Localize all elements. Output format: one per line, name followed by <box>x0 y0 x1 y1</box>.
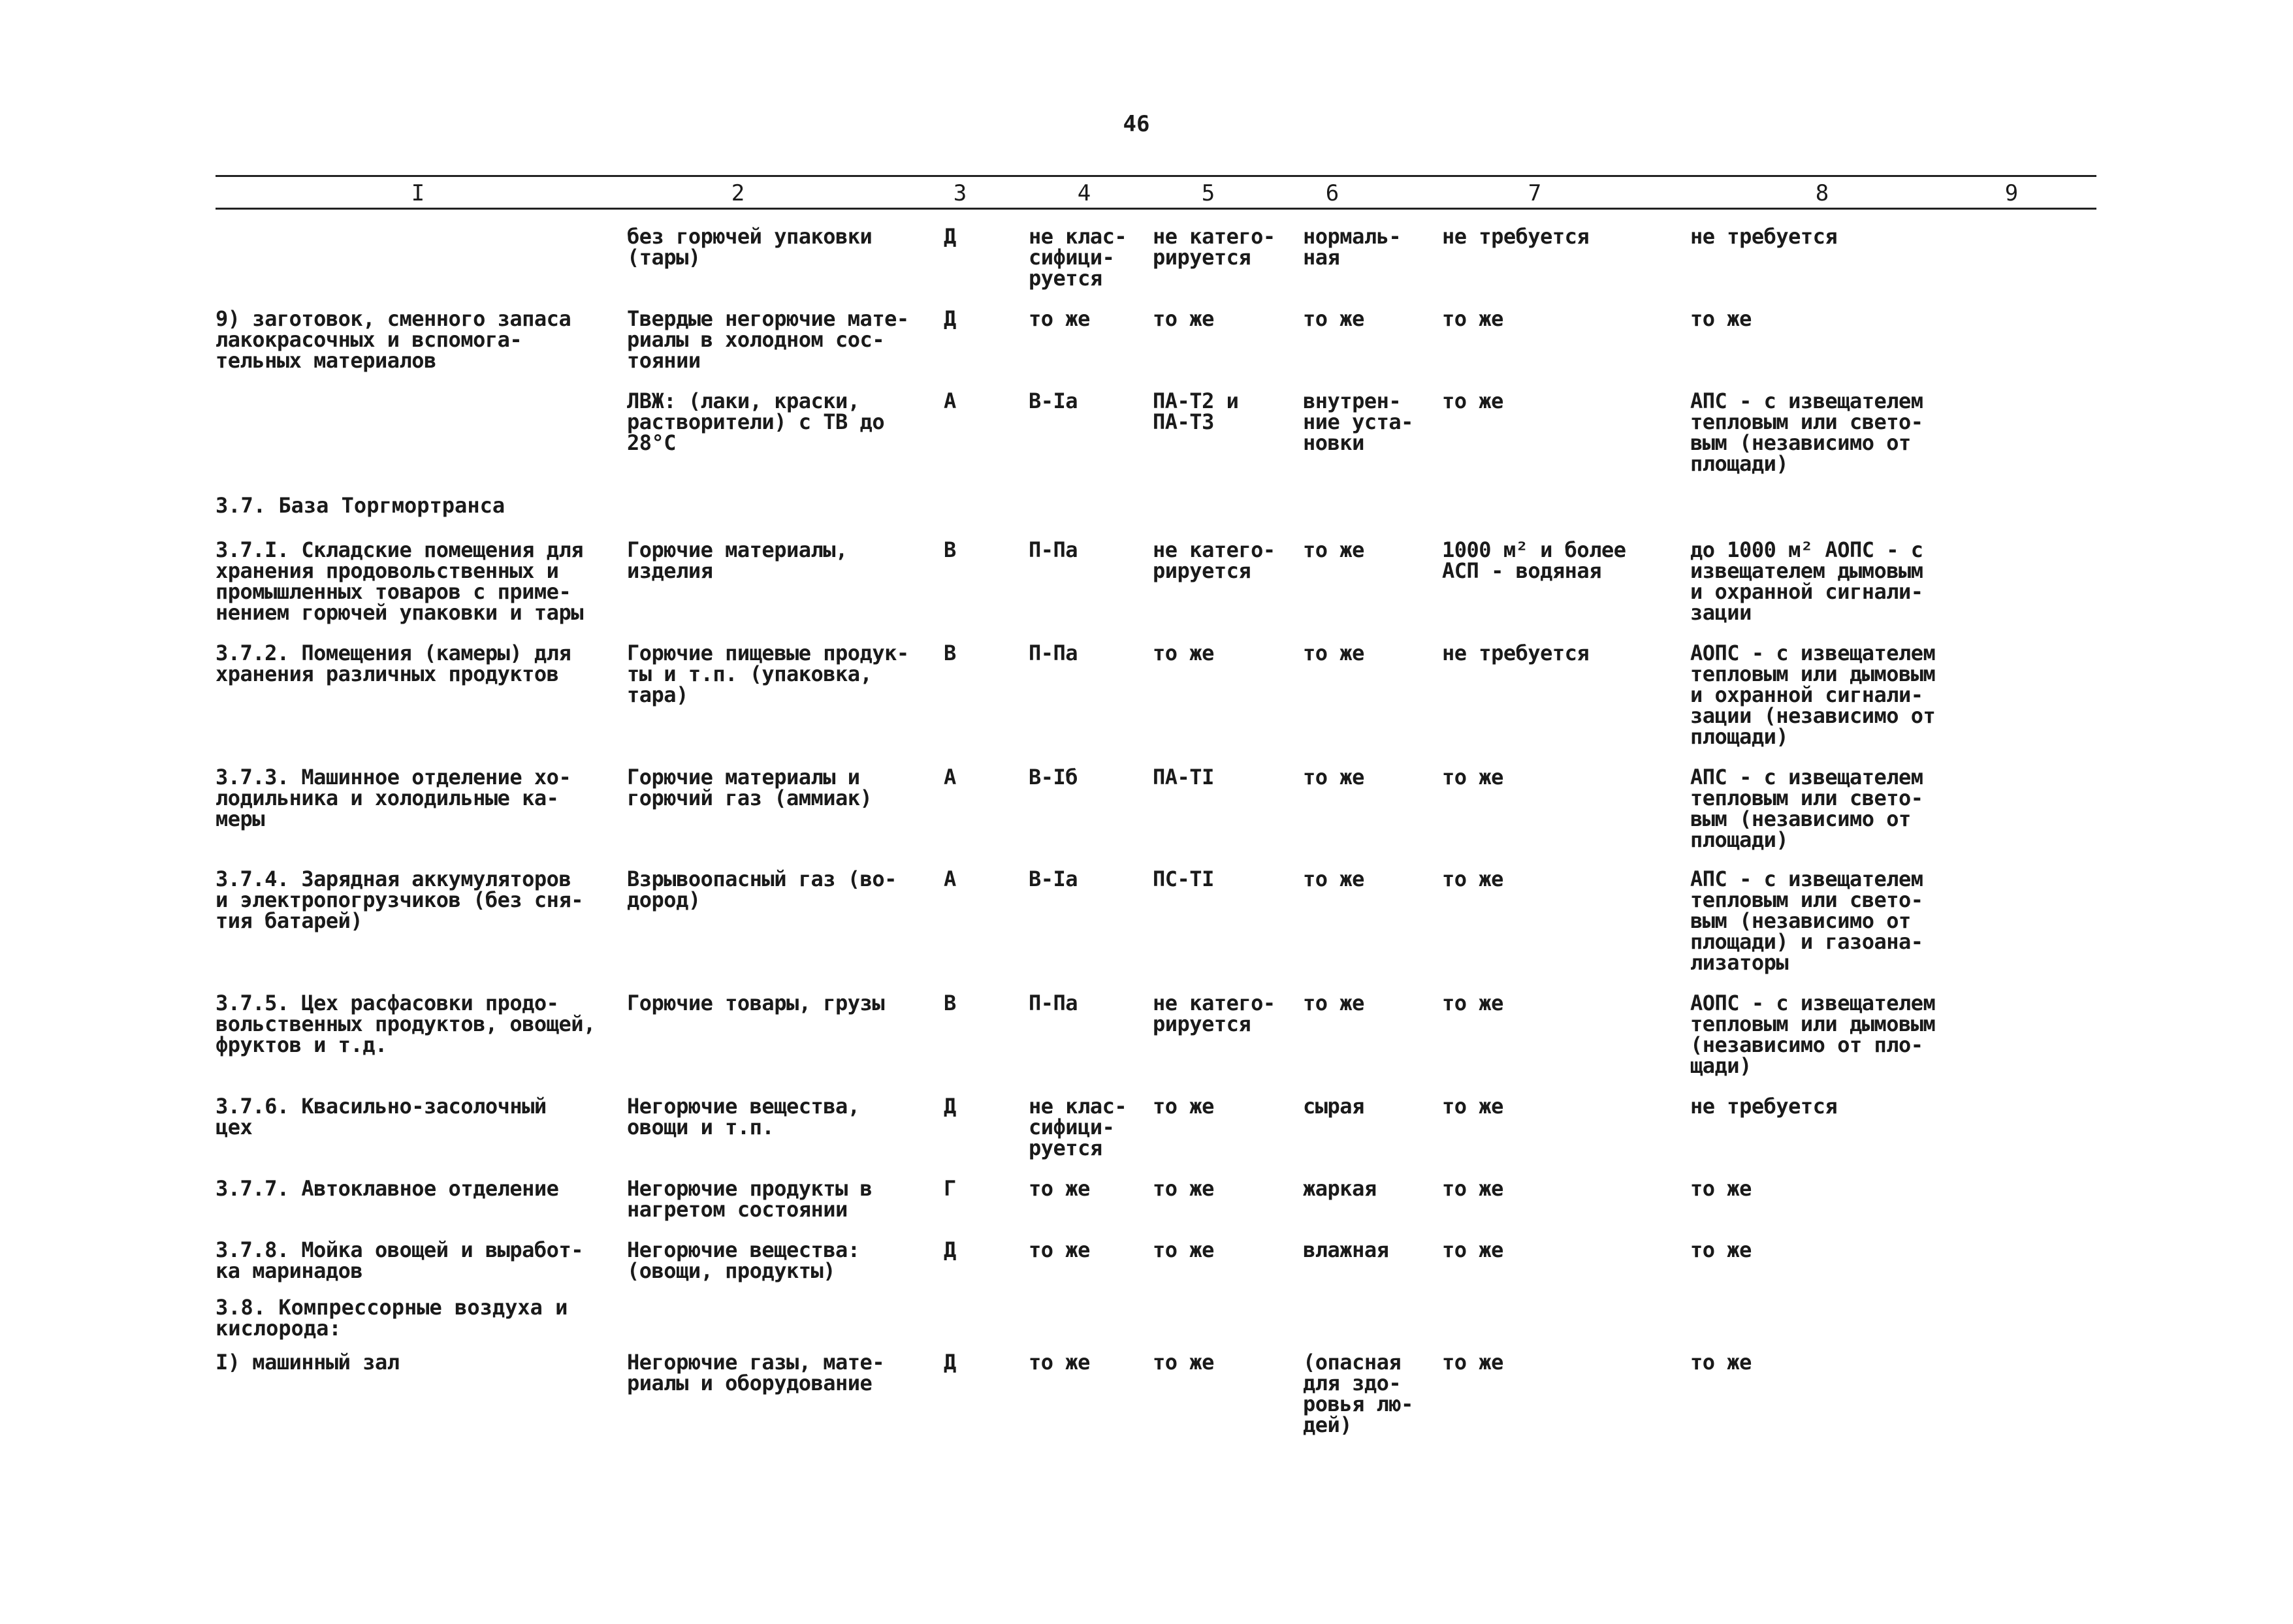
cell-explosion-group: не катего- рируется <box>1153 991 1275 1036</box>
cell-materials: Негорючие вещества: (овощи, продукты) <box>627 1237 860 1283</box>
cell-alarm: АОПС - с извещателем тепловым или дымовым и охранной сигнали- зации (независимо от площади) <box>1690 641 1936 749</box>
cell-extinguishing: то же <box>1442 765 1503 789</box>
cell-alarm: не требуется <box>1690 224 1838 249</box>
col-header-6: 6 <box>1325 180 1339 206</box>
cell-extinguishing: то же <box>1442 1176 1503 1201</box>
section-title: 3.8. Компрессорные воздуха и кислорода: <box>216 1295 568 1341</box>
cell-alarm: АПС - с извещателем тепловым или свето- вым (независимо от площади) <box>1690 765 1923 852</box>
cell-object: 3.7.I. Складские помещения для хранения продовольственных и промышленных товаров с приме- нением горючей упаковки и тары <box>216 537 583 625</box>
cell-materials: ЛВЖ: (лаки, краски, растворители) с ТВ до 28°С <box>627 389 885 455</box>
cell-zone-class: то же <box>1029 1237 1090 1262</box>
cell-alarm: то же <box>1690 1176 1752 1201</box>
cell-object: 3.7.6. Квасильно-засолочный цех <box>216 1094 547 1139</box>
cell-materials: Негорючие газы, мате- риалы и оборудование <box>627 1350 885 1395</box>
cell-category: Г <box>944 1176 956 1201</box>
cell-zone-class: П-Па <box>1029 537 1078 562</box>
cell-materials: Горючие товары, грузы <box>627 991 885 1015</box>
cell-object: 3.7.5. Цех расфасовки продо- вольственных продуктов, овощей, фруктов и т.д. <box>216 991 596 1057</box>
cell-materials: без горючей упаковки (тары) <box>627 224 873 270</box>
cell-category: Д <box>944 1350 956 1375</box>
cell-category: А <box>944 765 956 789</box>
cell-explosion-group: то же <box>1153 1176 1214 1201</box>
col-header-4: 4 <box>1077 180 1091 206</box>
cell-environment: то же <box>1303 306 1364 331</box>
cell-materials: Негорючие вещества, овощи и т.п. <box>627 1094 860 1139</box>
cell-zone-class: то же <box>1029 306 1090 331</box>
cell-explosion-group: то же <box>1153 1350 1214 1375</box>
cell-explosion-group: то же <box>1153 1237 1214 1262</box>
cell-explosion-group: не катего- рируется <box>1153 537 1275 583</box>
cell-alarm: АПС - с извещателем тепловым или свето- вым (независимо от площади) <box>1690 389 1923 476</box>
cell-materials: Горючие пищевые продук- ты и т.п. (упаковка, тара) <box>627 641 909 707</box>
cell-environment: (опасная для здо- ровья лю- дей) <box>1303 1350 1413 1437</box>
cell-environment: влажная <box>1303 1237 1389 1262</box>
cell-zone-class: не клас- сифици- руется <box>1029 224 1127 291</box>
cell-category: Д <box>944 1094 956 1119</box>
cell-environment: сырая <box>1303 1094 1364 1119</box>
cell-explosion-group: ПА-ТI <box>1153 765 1214 789</box>
col-header-3: 3 <box>953 180 967 206</box>
cell-extinguishing: то же <box>1442 1094 1503 1119</box>
cell-category: Д <box>944 1237 956 1262</box>
table-header-row <box>216 180 2096 206</box>
cell-category: Д <box>944 224 956 249</box>
cell-alarm: то же <box>1690 306 1752 331</box>
cell-alarm: АОПС - с извещателем тепловым или дымовым (независимо от пло- щади) <box>1690 991 1936 1078</box>
cell-object: 3.7.2. Помещения (камеры) для хранения различных продуктов <box>216 641 571 686</box>
cell-explosion-group: не катего- рируется <box>1153 224 1275 270</box>
cell-object: 9) заготовок, сменного запаса лакокрасочных и вспомога- тельных материалов <box>216 306 571 373</box>
cell-environment: то же <box>1303 641 1364 665</box>
cell-explosion-group: ПА-Т2 и ПА-Т3 <box>1153 389 1239 434</box>
page-number: 46 <box>1123 111 1150 137</box>
section-title: 3.7. База Торгмортранса <box>216 493 505 518</box>
cell-materials: Твердые негорючие мате- риалы в холодном сос- тоянии <box>627 306 909 373</box>
cell-environment: то же <box>1303 765 1364 789</box>
cell-category: Д <box>944 306 956 331</box>
cell-object: 3.7.8. Мойка овощей и выработ- ка маринадов <box>216 1237 583 1283</box>
cell-materials: Горючие материалы, изделия <box>627 537 848 583</box>
col-header-1: I <box>411 180 425 206</box>
cell-alarm: АПС - с извещателем тепловым или свето- вым (независимо от площади) и газоана- лизаторы <box>1690 867 1923 975</box>
cell-zone-class: П-Па <box>1029 991 1078 1015</box>
col-header-2: 2 <box>731 180 745 206</box>
cell-environment: жаркая <box>1303 1176 1377 1201</box>
cell-explosion-group: то же <box>1153 306 1214 331</box>
cell-object: I) машинный зал <box>216 1350 400 1375</box>
cell-object: 3.7.3. Машинное отделение хо- лодильника и холодильные ка- меры <box>216 765 571 831</box>
cell-alarm: то же <box>1690 1350 1752 1375</box>
table-top-rule <box>216 175 2096 177</box>
cell-object: 3.7.4. Зарядная аккумуляторов и электропогрузчиков (без сня- тия батарей) <box>216 867 583 933</box>
cell-explosion-group: то же <box>1153 641 1214 665</box>
col-header-5: 5 <box>1201 180 1215 206</box>
cell-materials: Негорючие продукты в нагретом состоянии <box>627 1176 873 1222</box>
cell-environment: внутрен- ние уста- новки <box>1303 389 1413 455</box>
cell-extinguishing: то же <box>1442 306 1503 331</box>
cell-extinguishing: то же <box>1442 1237 1503 1262</box>
cell-explosion-group: ПС-ТI <box>1153 867 1214 891</box>
cell-category: А <box>944 867 956 891</box>
cell-zone-class: В-Iб <box>1029 765 1078 789</box>
cell-object: 3.7.7. Автоклавное отделение <box>216 1176 559 1201</box>
cell-environment: то же <box>1303 991 1364 1015</box>
col-header-8: 8 <box>1815 180 1829 206</box>
cell-environment: нормаль- ная <box>1303 224 1402 270</box>
cell-alarm: то же <box>1690 1237 1752 1262</box>
cell-materials: Взрывоопасный газ (во- дород) <box>627 867 897 912</box>
cell-alarm: не требуется <box>1690 1094 1838 1119</box>
cell-extinguishing: то же <box>1442 389 1503 413</box>
cell-zone-class: не клас- сифици- руется <box>1029 1094 1127 1160</box>
cell-zone-class: В-Iа <box>1029 389 1078 413</box>
cell-materials: Горючие материалы и горючий газ (аммиак) <box>627 765 873 810</box>
cell-environment: то же <box>1303 537 1364 562</box>
col-header-7: 7 <box>1528 180 1542 206</box>
cell-alarm: до 1000 м² АОПС - с извещателем дымовым и охранной сигнали- зации <box>1690 537 1923 625</box>
cell-extinguishing: не требуется <box>1442 224 1590 249</box>
cell-zone-class: то же <box>1029 1350 1090 1375</box>
cell-environment: то же <box>1303 867 1364 891</box>
cell-zone-class: П-Па <box>1029 641 1078 665</box>
cell-extinguishing: 1000 м² и более АСП - водяная <box>1442 537 1626 583</box>
cell-category: А <box>944 389 956 413</box>
col-header-9: 9 <box>2004 180 2019 206</box>
cell-extinguishing: не требуется <box>1442 641 1590 665</box>
table-header-rule <box>216 208 2096 210</box>
cell-extinguishing: то же <box>1442 991 1503 1015</box>
cell-category: В <box>944 641 956 665</box>
cell-extinguishing: то же <box>1442 1350 1503 1375</box>
cell-zone-class: то же <box>1029 1176 1090 1201</box>
cell-category: В <box>944 537 956 562</box>
cell-category: В <box>944 991 956 1015</box>
cell-extinguishing: то же <box>1442 867 1503 891</box>
cell-zone-class: В-Iа <box>1029 867 1078 891</box>
cell-explosion-group: то же <box>1153 1094 1214 1119</box>
